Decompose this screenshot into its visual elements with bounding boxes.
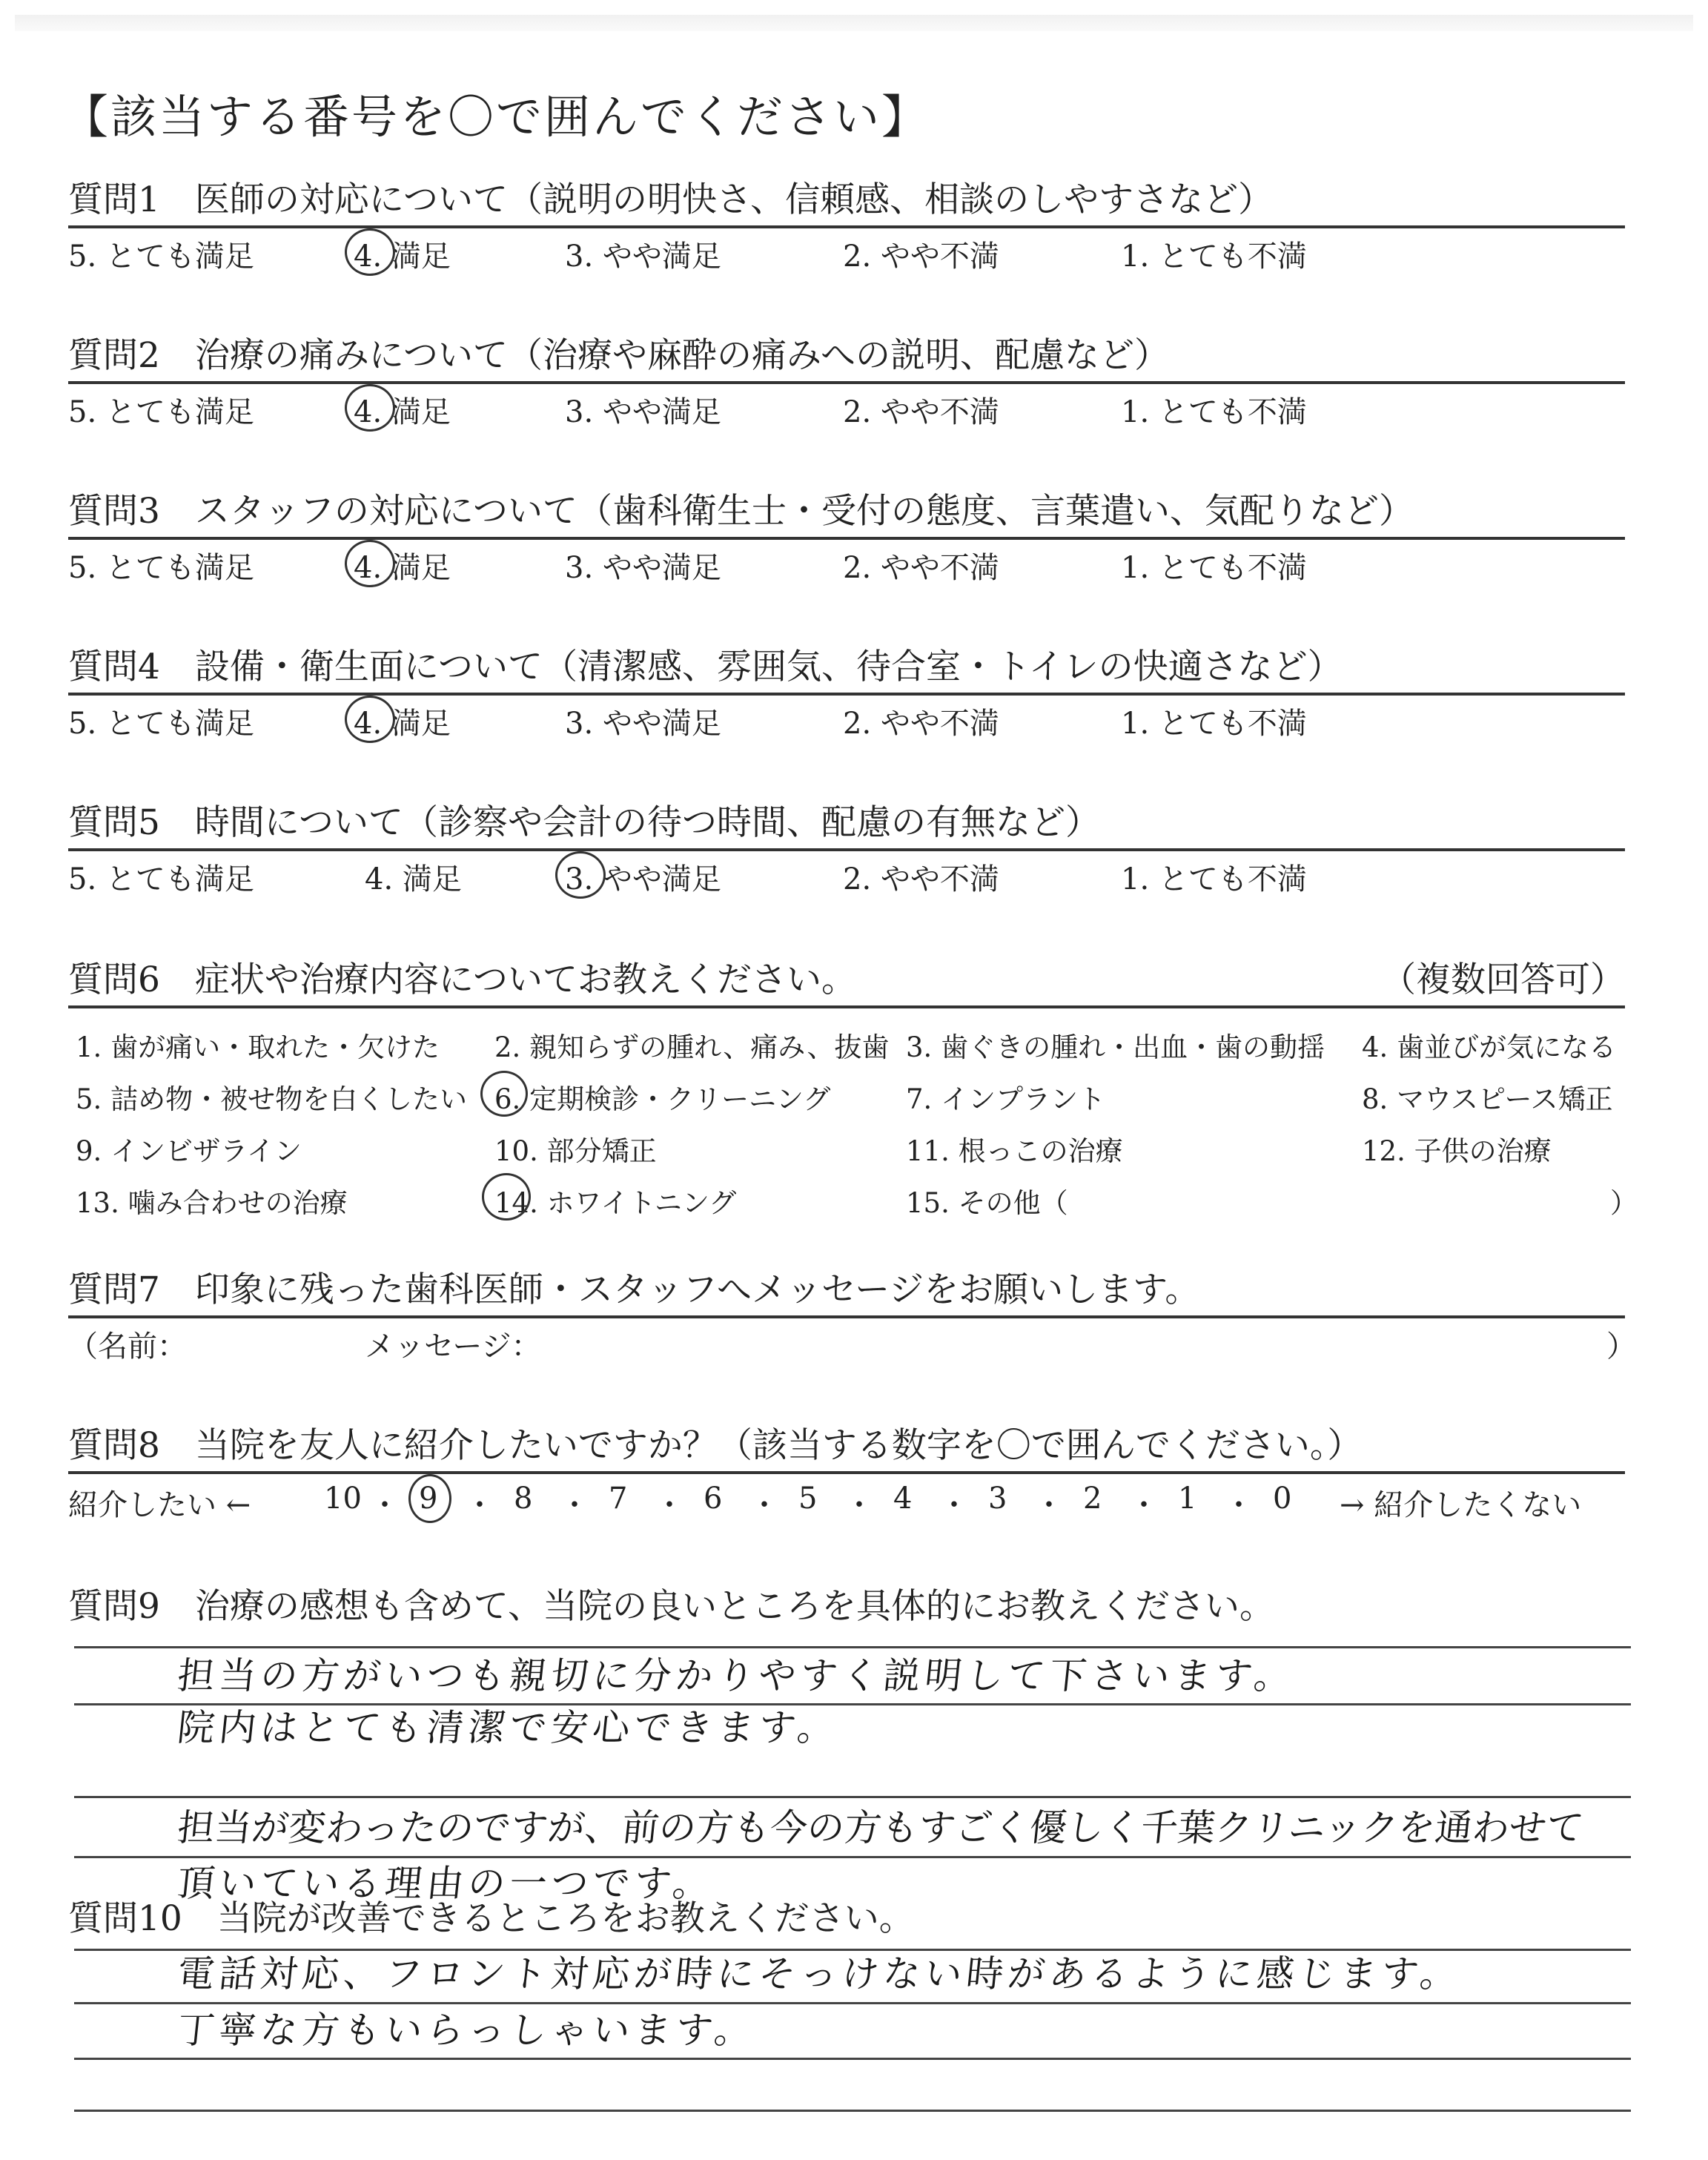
option-3[interactable]: 3. やや満足 bbox=[565, 707, 721, 741]
scale-separator: ・ bbox=[655, 1488, 684, 1522]
option-5[interactable]: 5. とても満足 bbox=[68, 862, 254, 896]
handwritten-answer: 丁寧な方もいらっしゃいます。 bbox=[175, 2009, 758, 2052]
question-title: 質問1 医師の対応について（説明の明快さ、信頼感、相談のしやすさなど） bbox=[68, 179, 1274, 220]
option-4[interactable]: 4. 満足 bbox=[354, 551, 451, 585]
option-2[interactable]: 2. やや不満 bbox=[843, 707, 999, 741]
scan-top-edge bbox=[15, 15, 1693, 31]
symptom-option[interactable]: 11. 根っこの治療 bbox=[906, 1135, 1123, 1167]
question-10 bbox=[68, 1895, 1625, 1943]
selected-circle bbox=[345, 696, 395, 743]
option-1[interactable]: 1. とても不満 bbox=[1121, 862, 1307, 896]
question-title-row bbox=[68, 957, 1625, 1004]
option-5[interactable]: 5. とても満足 bbox=[68, 551, 254, 585]
option-3[interactable]: 3. やや満足 bbox=[565, 862, 721, 896]
symptom-option[interactable]: 4. 歯並びが気になる bbox=[1362, 1031, 1617, 1063]
scale-value[interactable]: 5 bbox=[798, 1482, 818, 1516]
option-4[interactable]: 4. 満足 bbox=[365, 862, 462, 896]
option-4[interactable]: 4. 満足 bbox=[354, 240, 451, 274]
message-close-paren: ） bbox=[1606, 1330, 1636, 1364]
option-3[interactable]: 3. やや満足 bbox=[565, 240, 721, 274]
option-2[interactable]: 2. やや不満 bbox=[843, 862, 999, 896]
handwritten-answer: 頂いている理由の一つです。 bbox=[175, 1862, 717, 1905]
question-title: 質問6 症状や治療内容についてお教えください。 bbox=[68, 960, 856, 1000]
option-4[interactable]: 4. 満足 bbox=[354, 395, 451, 429]
option-1[interactable]: 1. とても不満 bbox=[1121, 395, 1307, 429]
option-1[interactable]: 1. とても不満 bbox=[1121, 551, 1307, 585]
option-2[interactable]: 2. やや不満 bbox=[843, 240, 999, 274]
question-7 bbox=[68, 1266, 1636, 1366]
symptom-option[interactable]: 14. ホワイトニング bbox=[494, 1187, 737, 1219]
question-4 bbox=[68, 644, 1625, 743]
question-8 bbox=[68, 1422, 1625, 1526]
option-2[interactable]: 2. やや不満 bbox=[843, 395, 999, 429]
option-2[interactable]: 2. やや不満 bbox=[843, 551, 999, 585]
scale-separator: ・ bbox=[370, 1488, 400, 1522]
scale-separator: ・ bbox=[939, 1488, 969, 1522]
selected-circle bbox=[482, 1173, 531, 1221]
recommend-left-label: 紹介したい ← bbox=[68, 1488, 251, 1522]
question-3 bbox=[68, 488, 1625, 587]
message-row bbox=[68, 1318, 1636, 1366]
question-9 bbox=[68, 1583, 1625, 1631]
handwritten-answer: 担当の方がいつも親切に分かりやすく説明して下さいます。 bbox=[175, 1654, 1298, 1697]
handwritten-answer: 院内はとても清潔で安心できます。 bbox=[175, 1706, 841, 1749]
scale-value[interactable]: 4 bbox=[893, 1482, 913, 1516]
option-5[interactable]: 5. とても満足 bbox=[68, 707, 254, 741]
option-4[interactable]: 4. 満足 bbox=[354, 707, 451, 741]
selected-circle bbox=[408, 1474, 451, 1523]
multiple-answers-note: （複数回答可） bbox=[1381, 960, 1625, 1000]
selected-circle bbox=[345, 384, 395, 432]
answer-line bbox=[74, 2110, 1631, 2112]
symptom-options bbox=[68, 1008, 1638, 1223]
symptom-option[interactable]: 10. 部分矯正 bbox=[494, 1135, 657, 1167]
scale-separator: ・ bbox=[749, 1488, 779, 1522]
scale-separator: ・ bbox=[465, 1488, 494, 1522]
question-title: 質問3 スタッフの対応について（歯科衛生士・受付の態度、言葉遣い、気配りなど） bbox=[68, 491, 1414, 532]
question-6 bbox=[68, 957, 1638, 1223]
option-3[interactable]: 3. やや満足 bbox=[565, 551, 721, 585]
option-1[interactable]: 1. とても不満 bbox=[1121, 240, 1307, 274]
selected-circle bbox=[555, 851, 606, 899]
symptom-option[interactable]: 8. マウスピース矯正 bbox=[1362, 1083, 1613, 1115]
question-title: 質問9 治療の感想も含めて、当院の良いところを具体的にお教えください。 bbox=[68, 1586, 1274, 1627]
question-title: 質問2 治療の痛みについて（治療や麻酔の痛みへの説明、配慮など） bbox=[68, 335, 1170, 376]
option-1[interactable]: 1. とても不満 bbox=[1121, 707, 1307, 741]
question-2 bbox=[68, 332, 1625, 432]
symptom-option[interactable]: 15. その他（ bbox=[906, 1187, 1068, 1219]
question-title: 質問5 時間について（診察や会計の待つ時間、配慮の有無など） bbox=[68, 802, 1100, 843]
scale-value[interactable]: 8 bbox=[514, 1482, 533, 1516]
scale-value[interactable]: 7 bbox=[609, 1482, 628, 1516]
question-title: 質問7 印象に残った歯科医師・スタッフへメッセージをお願いします。 bbox=[68, 1269, 1200, 1310]
selected-circle bbox=[345, 540, 395, 587]
scale-separator: ・ bbox=[1224, 1488, 1254, 1522]
symptom-option[interactable]: 1. 歯が痛い・取れた・欠けた bbox=[76, 1031, 440, 1063]
question-5 bbox=[68, 799, 1625, 899]
message-label[interactable]: メッセージ： bbox=[365, 1330, 541, 1364]
selected-circle bbox=[345, 228, 395, 276]
symptom-option[interactable]: 3. 歯ぐきの腫れ・出血・歯の動揺 bbox=[906, 1031, 1325, 1063]
question-title: 質問10 当院が改善できるところをお教えください。 bbox=[68, 1898, 914, 1939]
name-label: （名前： bbox=[68, 1330, 187, 1364]
scale-separator: ・ bbox=[1129, 1488, 1159, 1522]
symptom-option[interactable]: 12. 子供の治療 bbox=[1362, 1135, 1552, 1167]
option-3[interactable]: 3. やや満足 bbox=[565, 395, 721, 429]
rating-options bbox=[68, 228, 1625, 276]
question-title: 質問8 当院を友人に紹介したいですか？（該当する数字を〇で囲んでください。） bbox=[68, 1425, 1363, 1466]
handwritten-answer: 電話対応、フロント対応が時にそっけない時があるように感じます。 bbox=[175, 1952, 1464, 1995]
question-title: 質問4 設備・衛生面について（清潔感、雰囲気、待合室・トイレの快適さなど） bbox=[68, 647, 1343, 687]
symptom-option[interactable]: 9. インビザライン bbox=[76, 1135, 302, 1167]
rating-options bbox=[68, 696, 1625, 743]
option-5[interactable]: 5. とても満足 bbox=[68, 395, 254, 429]
rating-options bbox=[68, 540, 1625, 587]
scale-value[interactable]: 9 bbox=[419, 1482, 438, 1516]
question-1 bbox=[68, 176, 1625, 276]
scale-separator: ・ bbox=[844, 1488, 874, 1522]
selected-circle bbox=[480, 1071, 528, 1117]
rating-options bbox=[68, 851, 1625, 899]
scale-separator: ・ bbox=[1034, 1488, 1064, 1522]
symptom-option[interactable]: 13. 噛み合わせの治療 bbox=[76, 1187, 348, 1219]
scale-value[interactable]: 10 bbox=[324, 1482, 362, 1516]
recommend-right-label: → 紹介したくない bbox=[1340, 1488, 1582, 1522]
scale-value[interactable]: 6 bbox=[704, 1482, 723, 1516]
scale-value[interactable]: 2 bbox=[1083, 1482, 1102, 1516]
answer-line bbox=[74, 2058, 1631, 2060]
scale-separator: ・ bbox=[560, 1488, 589, 1522]
page-heading: 【該当する番号を〇で囲んでください】 bbox=[62, 90, 930, 144]
scale-value[interactable]: 3 bbox=[988, 1482, 1007, 1516]
rating-options bbox=[68, 384, 1625, 432]
handwritten-answer: 担当が変わったのですが、前の方も今の方もすごく優しく千葉クリニックを通わせて bbox=[175, 1806, 1586, 1849]
scale-value[interactable]: 0 bbox=[1273, 1482, 1292, 1516]
symptom-option[interactable]: 2. 親知らずの腫れ、痛み、抜歯 bbox=[494, 1031, 890, 1063]
symptom-option[interactable]: 5. 詰め物・被せ物を白くしたい bbox=[76, 1083, 468, 1115]
option-5[interactable]: 5. とても満足 bbox=[68, 240, 254, 274]
symptom-option[interactable]: 6. 定期検診・クリーニング bbox=[494, 1083, 831, 1115]
scale-value[interactable]: 1 bbox=[1178, 1482, 1197, 1516]
other-close-paren: ） bbox=[1610, 1187, 1638, 1219]
symptom-option[interactable]: 7. インプラント bbox=[906, 1083, 1106, 1115]
recommend-scale bbox=[68, 1474, 1625, 1526]
